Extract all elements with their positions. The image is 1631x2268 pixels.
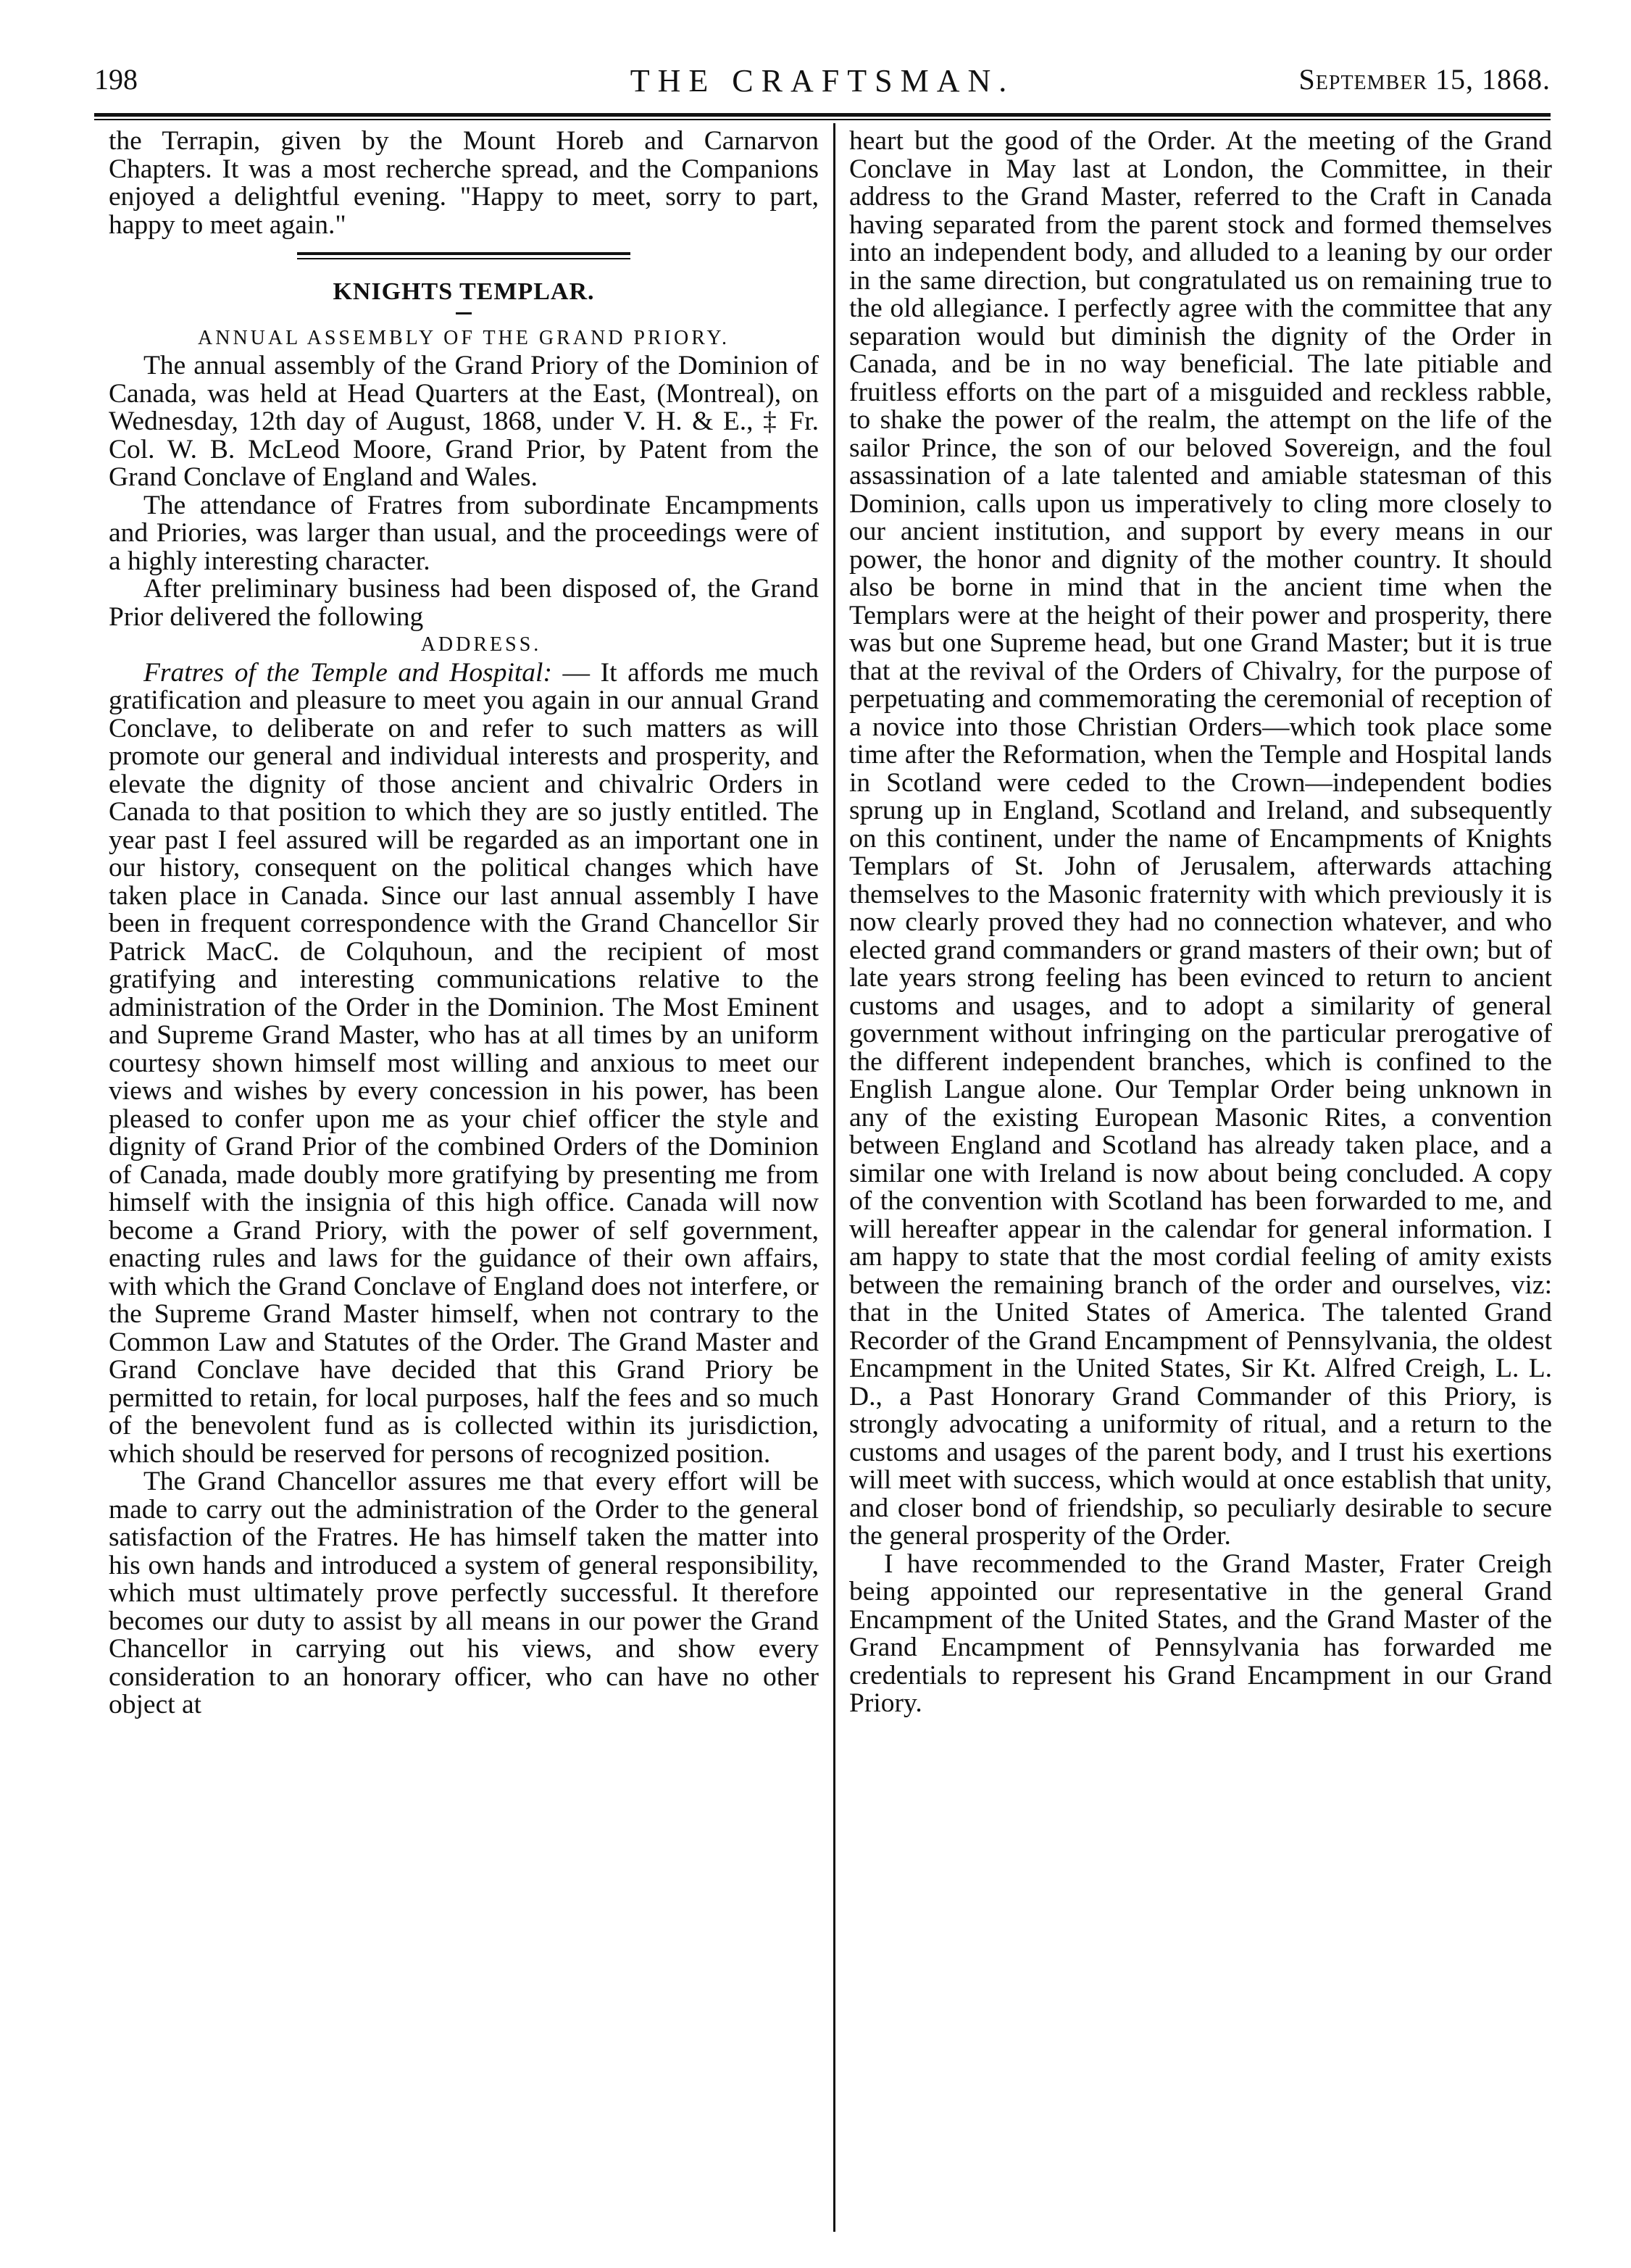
address-heading: ADDRESS. xyxy=(420,633,542,656)
left-column xyxy=(109,128,819,1719)
article-paragraph: The annual assembly of the Grand Priory of the Dominion of Canada, was held at Head Quarters at the East, (Montreal), on Wednesday, 12th day of August, 1868, under V. H. & E., ‡ Fr. Col. W. B. McLeod Moore, Grand Prior, by Patent from the Grand Conclave of England and Wales. xyxy=(109,351,819,492)
address-paragraph xyxy=(109,659,819,1469)
address-body: — It affords me much gratification and pleasure to meet you again in our annual Grand Conclave, to deliberate on and refer to such matters as will promote our general and individual interests and prosperity, and elevate the dignity of those ancient and chivalric Orders in Canada to that position to which they are so justly entitled. The year past I feel assured will be regarded as an important one in our history, consequent on the political changes which have taken place in Canada. Since our last annual assembly I have been in frequent correspondence with the Grand Chancellor Sir Patrick MacC. de Colquhoun, and the recipient of most gratifying and interesting communications relative to the administration of the Order in the Dominion. The Most Eminent and Supreme Grand Master, who has at all times by an uniform courtesy shown himself most willing and anxious to meet our views and wishes by every concession in his power, has been pleased to confer upon me as your chief officer the style and dignity of Grand Prior of the combined Orders of the Dominion of Canada, made doubly more gratifying by presenting me from himself with the insignia of this high office. Canada will now become a Grand Priory, with the power of self government, enacting rules and laws for the guidance of their own affairs, with which the Grand Conclave of England does not interfere, or the Supreme Grand Master himself, when not contrary to the Common Law and Statutes of the Order. The Grand Master and Grand Conclave have decided that this Grand Priory be permitted to retain, for local purposes, half the fees and so much of the benevolent fund as is collected within its jurisdiction, which should be reserved for persons of recognized position. xyxy=(109,657,819,1469)
address-paragraph: I have recommended to the Grand Master, Frater Creigh being appointed our representative in the general Grand Encampment of the United States, and the Grand Master of the Grand Encampment of Pennsylvania has forwarded me credentials to represent his Grand Encampment in our Grand Priory. xyxy=(849,1548,1552,1718)
page-number: 198 xyxy=(94,63,138,96)
journal-title: THE CRAFTSMAN. xyxy=(630,63,1015,99)
running-head xyxy=(94,62,1551,109)
section-title: KNIGHTS TEMPLAR. xyxy=(333,278,595,305)
address-continued-paragraph: heart but the good of the Order. At the meeting of the Grand Conclave in May last at London, the Committee, in their address to the Grand Master, referred to the Craft in Canada having separated from the parent stock and formed themselves into an independent body, and alluded to a leaning by our order in the same direction, but congratulated us on remaining true to the old allegiance. I perfectly agree with the committee that any separation would but diminish the dignity of the Order in Canada, and be in no way beneficial. The late pitiable and fruitless efforts on the part of a misguided and reckless rabble, to shake the power of the realm, the attempt on the life of the sailor Prince, the son of our beloved Sovereign, and the foul assassination of a late talented and amiable statesman of this Dominion, calls upon us imperatively to cling more closely to our ancient institution, and support by every means in our power, the honor and dignity of the mother country. It should also be borne in mind that in the ancient time when the Templars were at the height of their power and prosperity, there was but one Supreme head, but one Grand Master; but it is true that at the revival of the Orders of Chivalry, for the purpose of perpetuating and commemorating the ceremonial of reception of a novice into those Christian Orders—which took place some time after the Reformation, when the Temple and Hospital lands in Scotland were ceded to the Crown—independent bodies sprung up in England, Scotland and Ireland, and subsequently on this continent, under the name of Encampments of Knights Templars of St. John of Jerusalem, afterwards attaching themselves to the Masonic fraternity with which previously it is now clearly proved they had no connection whatever, and who elected grand commanders or grand masters of their own; but of late years strong feeling has been evinced to return to ancient customs and usages, and to adopt a similarity of general government without infringing on the particular prerogative of the different independent branches, which is confined to the English Langue alone. Our Templar Order being unknown in any of the existing European Masonic Rites, a convention between England and Scotland has already taken place, and a similar one with Ireland is now about being concluded. A copy of the convention with Scotland has been forwarded to me, and will hereafter appear in the calendar for general information. I am happy to state that the most cordial feeling of amity exists between the remaining branch of the order and ourselves, viz: that in the United States of America. The talented Grand Recorder of the Grand Encampment of Pennsylvania, the oldest Encampment in the United States, Sir Kt. Alfred Creigh, L. L. D., a Past Honorary Grand Commander of this Priory, is strongly advocating a uniformity of ritual, and a return to the customs and usages of the parent body, and I trust his exertions will meet with success, which would at once establish that unity, and closer bond of friendship, so peculiarly desirable to secure the general prosperity of the Order. xyxy=(849,126,1552,1551)
header-double-rule xyxy=(94,113,1551,120)
issue-date: September 15, 1868. xyxy=(1298,63,1551,96)
title-dash xyxy=(456,312,472,314)
article-paragraph: The attendance of Fratres from subordinate Encampments and Priories, was larger than usual, and the proceedings were of a highly interesting character. xyxy=(109,490,819,576)
section-divider-rule xyxy=(297,252,630,259)
continued-paragraph: the Terrapin, given by the Mount Horeb and Carnarvon Chapters. It was a most recherche spread, and the Companions enjoyed a delightful evening. "Happy to meet, sorry to part, happy to meet again." xyxy=(109,126,819,240)
address-salutation: Fratres of the Temple and Hospital: xyxy=(143,657,552,688)
article-paragraph: After preliminary business had been disposed of, the Grand Prior delivered the following xyxy=(109,574,819,632)
column-divider xyxy=(833,123,835,2232)
article-subhead: ANNUAL ASSEMBLY OF THE GRAND PRIORY. xyxy=(198,326,730,349)
address-paragraph: The Grand Chancellor assures me that every effort will be made to carry out the administration of the Order to the general satisfaction of the Fratres. He has himself taken the matter into his own hands and introduced a system of general responsibility, which must ultimately prove perfectly successful. It therefore becomes our duty to assist by all means in our power the Grand Chancellor in carrying out his views, and show every consideration to an honorary officer, who can have no other object at xyxy=(109,1467,819,1719)
right-column xyxy=(849,128,1552,1718)
